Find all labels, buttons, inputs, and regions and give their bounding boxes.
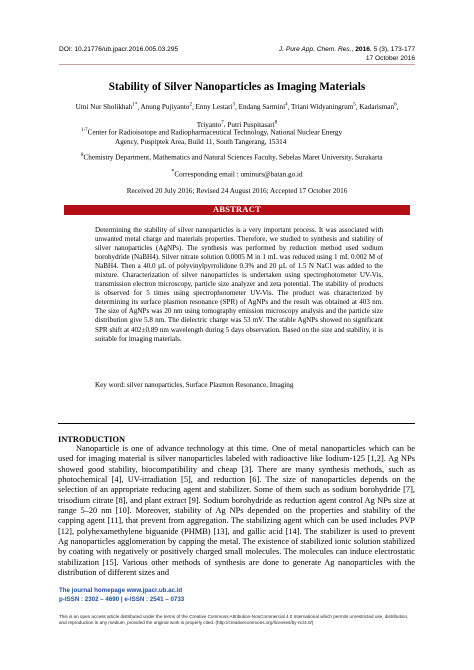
author: Endang Sarmini$^4$ (238, 103, 288, 112)
license-notice: This is an open access article distributed under the terms of the Creative Commons Attribution-NonCommercial 4.0 International which permits unrestricted use, distribution, and reproduction in any medium, provided the original work is properly cited. (http://creativecommons.org/licenses/by-nc/4.0/) (59, 614, 409, 626)
author: Triani Widyaningrum$^5$ (291, 103, 356, 112)
intro-body: Nanoparticle is one of advance technology at this time. One of metal nanoparticles which can be used for imaging material is silver nanoparticles labeled with radioactive like Iodium-125 [1,2]. Ag NPs showed good stability, biocompatibility and cheap [3]. There are many synthesis methods, such as photochemical [4], UV-irradiation [5], and reduction [6]. The size of nanoparticles depends on the selection of an appropriate reducing agent and stabilizer. Some of them such as sodium borohydride [7], trisodium citrate [8], and plant extract [9]. Sodium borohydride as reduction agent control Ag NPs size at range 5–20 nm [10]. Moreover, stability of Ag NPs depended on the properties and stability of the capping agent [11], that prevent from aggregation. The stabilizing agent which can be used includes PVP [12], polyhexamethylene biguanide (PHMB) [13], and gallic acid [14]. The stabilizer is used to prevent Ag nanoparticles agglomeration by capping the metal. The existence of stabilized ionic solution stabilized by coating with negatively or positively charged small molecules. The molecules can induce electrostatic stabilization [15]. Various other methods of synthesis are done to generate Ag nanoparticles with the distribution of different sizes and (58, 444, 415, 578)
footer-journal-info (59, 587, 184, 604)
affiliation: $^{1-7}$Center for Radioisotope and Radiopharmaceutical Technology, National Nuclear Energy Agency, Puspiptek Area, Build 11, South Tangerang, 15314 (81, 128, 343, 147)
keywords: Key word: silver nanoparticles, Surface Plasmon Resonance, Imaging (95, 381, 294, 389)
issn-line: p-ISSN : 2302 – 4690 | e-ISSN : 2541 – 0733 (59, 595, 185, 603)
publication-date: 17 October 2016 (365, 55, 415, 62)
author: Anung Pujiyanto$^2$ (140, 103, 192, 112)
corresponding-email: *Corresponding email : uminurs@batan.go.id (171, 169, 303, 179)
abstract-body: Determining the stability of silver nanoparticles is a very important process. It was associated with unwanted metal charge and materials properties. Therefore, we studied to synthesis and stability of silver nanoparticles (AgNPs). The synthesis was performed by reduction method used sodium borohydride (NaBH4). Silver nitrate solution 0.0005 M in 1 mL was reduced using 1 mL 0.002 M of NaBH4. Then a 40.0 µL of polyvinylpyrrolidone 0.3% and 20 µL of 1.5 N NaCl was added to the mixture. Characterization of silver nanoparticles is undertaken using spectrophotometer UV-Vis, transmission electron microscopy, particle size analyzer and zeta potential. The stability of products is observed for 5 times using spectrophotometer UV-Vis. The product was characterized by determining its surface plasmon resonance (SPR) of AgNPs and the result was obtained at 403 nm. The size of AgNPs was 20 nm using tomography emission microscopy analysis and the particle size distribution give 5.8 nm. The dielectric charge was 53 mV. The stable AgNPs showed no significant SPR shift at 402±0.89 nm wavelength during 5 days observation. Based on the size and stability, it is suitable for imaging materials. (95, 226, 383, 343)
author: Triyanto$^7$ (196, 120, 224, 129)
journal-homepage-link[interactable]: The journal homepage www.jpacr.ub.ac.id (59, 587, 183, 594)
citation-separator: , (351, 46, 356, 53)
citation-volume: , 5 (3), 173-177 (369, 46, 415, 53)
citation-year: 2016 (355, 46, 370, 53)
intro-heading: INTRODUCTION (58, 435, 126, 444)
paper-title: Stability of Silver Nanoparticles as Imaging Materials (108, 81, 366, 93)
affiliation: $^8$Chemistry Department, Mathematics and Natural Sciences Faculty, Sebelas Maret University, Surakarta (81, 153, 383, 162)
journal-name: J. Pure App. Chem. Res. (278, 46, 352, 53)
author-list: Umi Nur Sholikhah$^{1*}$, Anung Pujiyanto$^2$, Enny Lestari$^3$, Endang Sarmini$^4$, Triani Widyaningrum$^5$, Kadarisman$^6$, Triyanto$^7$, Putri Puspitasari$^8$ (75, 103, 399, 129)
doi: DOI: 10.21776/ub.jpacr.2016.005.03.295 (59, 46, 179, 53)
header-rule (59, 64, 415, 65)
author: Putri Puspitasari$^8$ (227, 120, 278, 129)
author: Kadarisman$^6$ (359, 103, 397, 112)
author: Umi Nur Sholikhah$^{1*}$ (75, 103, 138, 112)
author: Enny Lestari$^3$ (195, 103, 235, 112)
section-divider (58, 423, 415, 424)
received-dates: Received 20 July 2016; Revised 24 August 2016; Accepted 17 October 2016 (126, 187, 348, 195)
journal-citation (279, 45, 415, 63)
abstract-heading: ABSTRACT (64, 205, 410, 215)
